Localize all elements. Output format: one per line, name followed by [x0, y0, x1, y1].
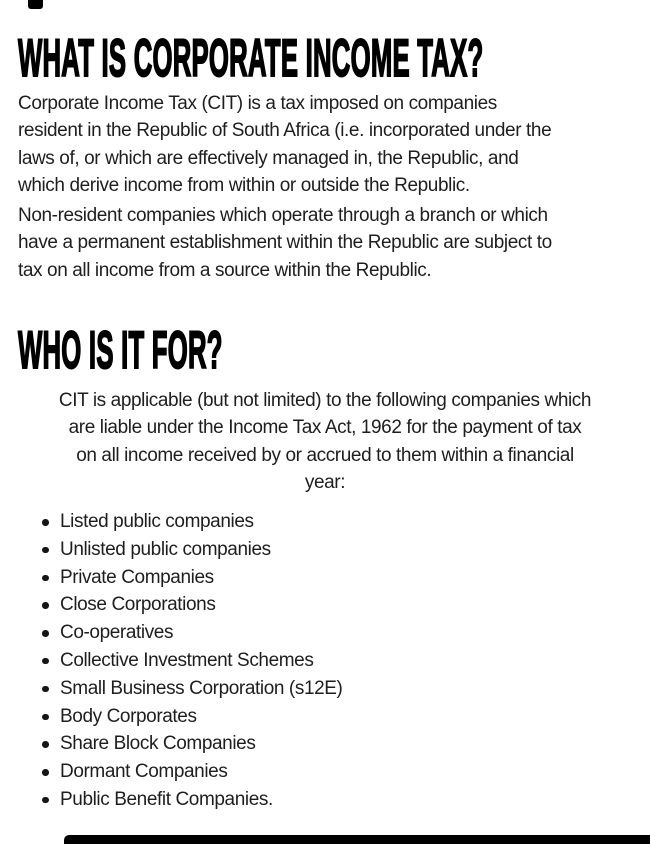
list-item: [60, 619, 342, 647]
paragraph-line: on all income received by or accrued to them within a financial: [76, 444, 574, 466]
list-item-label: Unlisted public companies: [60, 538, 271, 560]
paragraph-applicability-intro: [0, 387, 650, 497]
list-item-label: Co-operatives: [60, 622, 174, 644]
bullet-icon: [42, 519, 49, 526]
list-item: [60, 564, 342, 592]
list-item: [60, 508, 342, 536]
list-item: [60, 675, 342, 703]
list-item-label: Private Companies: [60, 566, 214, 588]
paragraph-non-resident: [18, 202, 552, 284]
bullet-icon: [42, 630, 49, 637]
paragraph-line: Non-resident companies which operate through a branch or which: [18, 205, 548, 226]
list-item-label: Share Block Companies: [60, 733, 256, 755]
top-crop-mark: [28, 0, 43, 9]
list-item-label: Body Corporates: [60, 705, 197, 727]
heading-text: WHO IS IT FOR?: [18, 321, 223, 380]
paragraph-line: laws of, or which are effectively managed in, the Republic, and: [18, 147, 519, 169]
paragraph-line: have a permanent establishment within the Republic are subject to: [18, 232, 552, 254]
bullet-icon: [42, 686, 49, 693]
list-item-label: Small Business Corporation (s12E): [60, 677, 343, 699]
list-item: [60, 647, 342, 675]
bottom-banner-edge: [64, 835, 650, 844]
list-item-label: Dormant Companies: [60, 761, 228, 783]
bullet-icon: [42, 547, 49, 554]
bullet-icon: [42, 797, 49, 804]
list-item: [60, 730, 342, 758]
bullet-icon: [42, 575, 49, 582]
heading-text: WHAT IS CORPORATE INCOME TAX?: [18, 29, 484, 88]
list-item: [60, 536, 342, 564]
heading-who-is-it-for: [18, 321, 440, 380]
list-item-label: Listed public companies: [60, 511, 254, 532]
paragraph-line: Corporate Income Tax (CIT) is a tax imposed on companies: [18, 93, 497, 114]
paragraph-cit-definition: [18, 90, 551, 200]
list-item-label: Collective Investment Schemes: [60, 649, 314, 671]
list-item: [60, 786, 342, 814]
paragraph-line: resident in the Republic of South Africa (i.e. incorporated under the: [18, 120, 552, 142]
company-types-list: [60, 508, 342, 814]
bullet-icon: [42, 602, 49, 609]
bullet-icon: [42, 714, 49, 721]
paragraph-line: which derive income from within or outside the Republic.: [18, 175, 470, 197]
bullet-icon: [42, 741, 49, 748]
heading-what-is-corporate-income-tax: [18, 29, 650, 88]
list-item: [60, 758, 342, 786]
list-item-label: Close Corporations: [60, 594, 216, 616]
list-item-label: Public Benefit Companies.: [60, 788, 273, 810]
list-item: [60, 703, 342, 731]
paragraph-line: tax on all income from a source within the Republic.: [18, 259, 432, 281]
bullet-icon: [42, 769, 49, 776]
paragraph-line: year:: [304, 472, 346, 494]
paragraph-line: are liable under the Income Tax Act, 1962 for the payment of tax: [68, 417, 582, 439]
bullet-icon: [42, 658, 49, 665]
paragraph-line: CIT is applicable (but not limited) to the following companies which: [58, 390, 592, 411]
list-item: [60, 591, 342, 619]
